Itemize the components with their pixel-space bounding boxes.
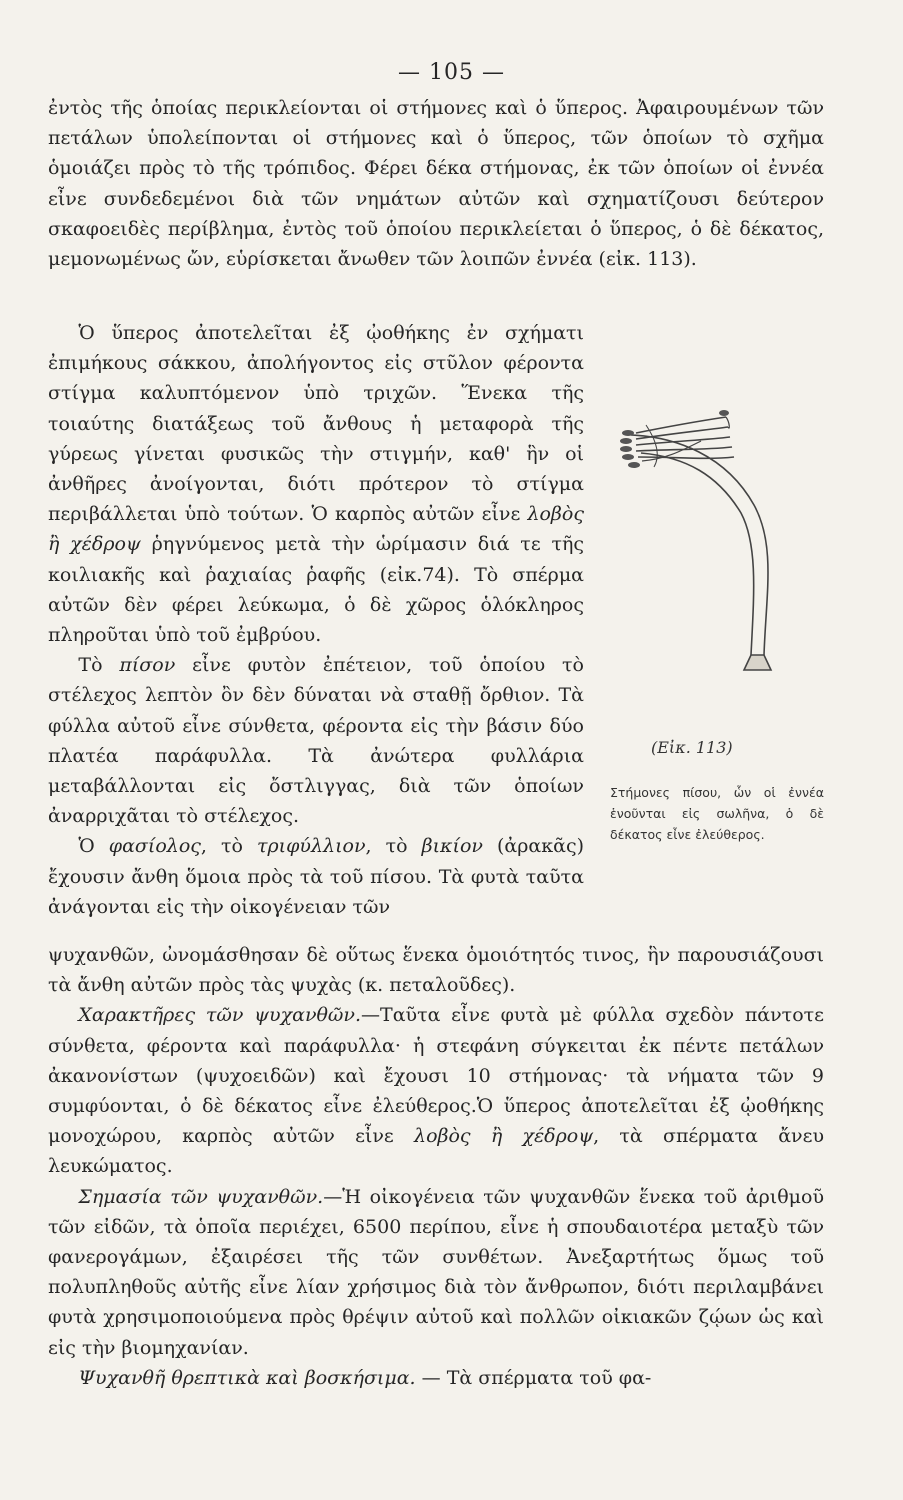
page-number: — 105 — [398, 60, 505, 85]
section-heading: Ψυχανθῆ θρεπτικὰ καὶ βοσκήσιμα. [78, 1366, 416, 1389]
stamen-illustration [606, 395, 824, 695]
paragraph-nutritive [48, 1363, 824, 1393]
paragraph-pistil [48, 318, 584, 650]
paragraph-psychanthae-name: ψυχανθῶν, ὠνομάσθησαν δὲ οὕτως ἕνεκα ὁμοιότητός τινος, ἣν παρουσιάζουσι τὰ ἄνθη αὐτῶν πρὸς τὰς ψυχὰς (κ. πεταλοῦδες). [48, 944, 824, 997]
text-run: —Ἡ οἰκογένεια τῶν ψυχανθῶν ἕνεκα τοῦ ἀριθμοῦ τῶν εἰδῶν, τὰ ὁποῖα περιέχει, 6500 περίπου, εἶνε ἡ σπουδαιοτέρα μεταξὺ τῶν φανερογάμων, ἐξαιρέσει τῆς τῶν συνθέτων. Ἀνεξαρτήτως ὅμως τοῦ πολυπληθοῦς αὐτῆς εἶνε λίαν χρήσιμος διὰ τὸν ἄνθρωπον, διότι περιλαμβάνει φυτὰ χρησιμοποιούμενα πρὸς θρέψιν αὐτοῦ καὶ πολλῶν οἰκιακῶν ζῴων ὡς καὶ εἰς τὴν βιομηχανίαν. [48, 1185, 824, 1359]
text-run: Ὁ [78, 835, 109, 858]
text-run: —Ταῦτα εἶνε φυτὰ μὲ φύλλα σχεδὸν πάντοτε σύνθετα, φέροντα καὶ παράφυλλα· ἡ στεφάνη σύγκειται ἐκ πέντε πετάλων ἀκανονίστων (ψυχοειδῶν) καὶ ἔχουσι 10 στήμονας· τὰ νήματα τῶν 9 συμφύονται, ὁ δὲ δέκατος εἶνε ἐλεύθερος.Ὁ ὕπερος ἀποτελεῖται ἐξ ᾠοθήκης μονοχώρου, καρπὸς αὐτῶν εἶνε [48, 1004, 824, 1148]
text-run: εἶνε φυτὸν ἐπέτειον, τοῦ ὁποίου τὸ στέλεχος λεπτὸν ὂν δὲν δύναται νὰ σταθῇ ὄρθιον. Τὰ φύλλα αὐτοῦ εἶνε σύνθετα, φέροντα εἰς τὴν βάσιν δύο πλατέα παράφυλλα. Τὰ ἀνώτερα φυλλάρια μεταβάλλονται εἰς ὄστλιγγας, διὰ τῶν ὁποίων ἀναρριχᾶται τὸ στέλεχος. [48, 654, 584, 828]
text-run: , τὰ σπέρματα ἄνευ λευκώματος. [48, 1125, 824, 1178]
italic-term: πίσον [119, 654, 176, 677]
text-run: , τὸ [365, 835, 422, 858]
paragraph-stamens: ἐντὸς τῆς ὁποίας περικλείονται οἱ στήμονες καὶ ὁ ὕπερος. Ἀφαιρουμένων τῶν πετάλων ὑπολείπονται οἱ στήμονες καὶ ὁ ὕπερος, τῶν ὁποίων τὸ σχῆμα ὁμοιάζει πρὸς τὸ τῆς τρόπιδος. Φέρει δέκα στήμονας, ἐκ τῶν ὁποίων οἱ ἐννέα εἶνε συνδεδεμένοι διὰ τῶν νημάτων αὐτῶν καὶ σχηματίζουσι δεύτερον σκαφοειδὲς περίβλημα, ἐντὸς τοῦ ὁποίου περικλείεται ὁ ὕπερος, ὁ δὲ δέκατος, μεμονωμένως ὤν, εὑρίσκεται ἄνωθεν τῶν λοιπῶν ἐννέα (εἰκ. 113). [48, 97, 824, 271]
italic-term: τριφύλλιον [257, 835, 366, 858]
top-text-block [48, 93, 824, 274]
paragraph-significance [48, 1182, 824, 1363]
italic-term: φασίολος [108, 835, 201, 858]
italic-term: λοβὸς ἢ χέδροψ [414, 1125, 594, 1148]
figure-caption: Στήμονες πίσου, ὧν οἱ ἐννέα ἑνοῦνται εἰς σωλῆνα, ὁ δὲ δέκατος εἶνε ἐλεύθερος. [610, 785, 824, 842]
figure-label: (Εἰκ. 113) [651, 738, 733, 757]
paragraph-characteristics [48, 1000, 824, 1181]
text-run: Τὸ [78, 654, 120, 677]
text-run: ῥηγνύμενος μετὰ τὴν ὡρίμασιν διά τε τῆς κοιλιακῆς καὶ ῥαχιαίας ῥαφῆς (εἰκ.74). Τὸ σπέρμα αὐτῶν δὲν φέρει λεύκωμα, ὁ δὲ χῶρος ὁλόκληρος πληροῦται ὑπὸ τοῦ ἐμβρύου. [48, 533, 584, 647]
figure-113 [606, 395, 824, 865]
paragraph-related-plants [48, 831, 584, 922]
wrapped-text-block [48, 318, 584, 922]
text-run: , τὸ [200, 835, 257, 858]
text-run: — Τὰ σπέρματα τοῦ φα- [415, 1366, 652, 1389]
bottom-text-block [48, 940, 824, 1393]
italic-term: λοβὸς ἢ χέδροψ [48, 503, 584, 556]
paragraph-pisum [48, 650, 584, 831]
section-heading: Χαρακτῆρες τῶν ψυχανθῶν. [78, 1004, 362, 1027]
text-run: Ὁ ὕπερος ἀποτελεῖται ἐξ ᾠοθήκης ἐν σχήματι ἐπιμήκους σάκκου, ἀπολήγοντος εἰς στῦλον φέροντα στίγμα καλυπτόμενον ὑπὸ τριχῶν. Ἕνεκα τῆς τοιαύτης διατάξεως τοῦ ἄνθους ἡ μεταφορὰ τῆς γύρεως γίνεται φυσικῶς τὴν στιγμήν, καθ' ἣν οἱ ἀνθῆρες ἀνοίγονται, διότι πρότερον τὸ στίγμα περιβάλλεται ὑπὸ τούτων. Ὁ καρπὸς αὐτῶν εἶνε [48, 322, 584, 526]
section-heading: Σημασία τῶν ψυχανθῶν. [78, 1185, 324, 1208]
italic-term: βικίον [421, 835, 483, 858]
text-run: (ἀρακᾶς) ἔχουσιν ἄνθη ὅμοια πρὸς τὰ τοῦ πίσου. Τὰ φυτὰ ταῦτα ἀνάγονται εἰς τὴν οἰκογένειαν τῶν [48, 835, 585, 918]
